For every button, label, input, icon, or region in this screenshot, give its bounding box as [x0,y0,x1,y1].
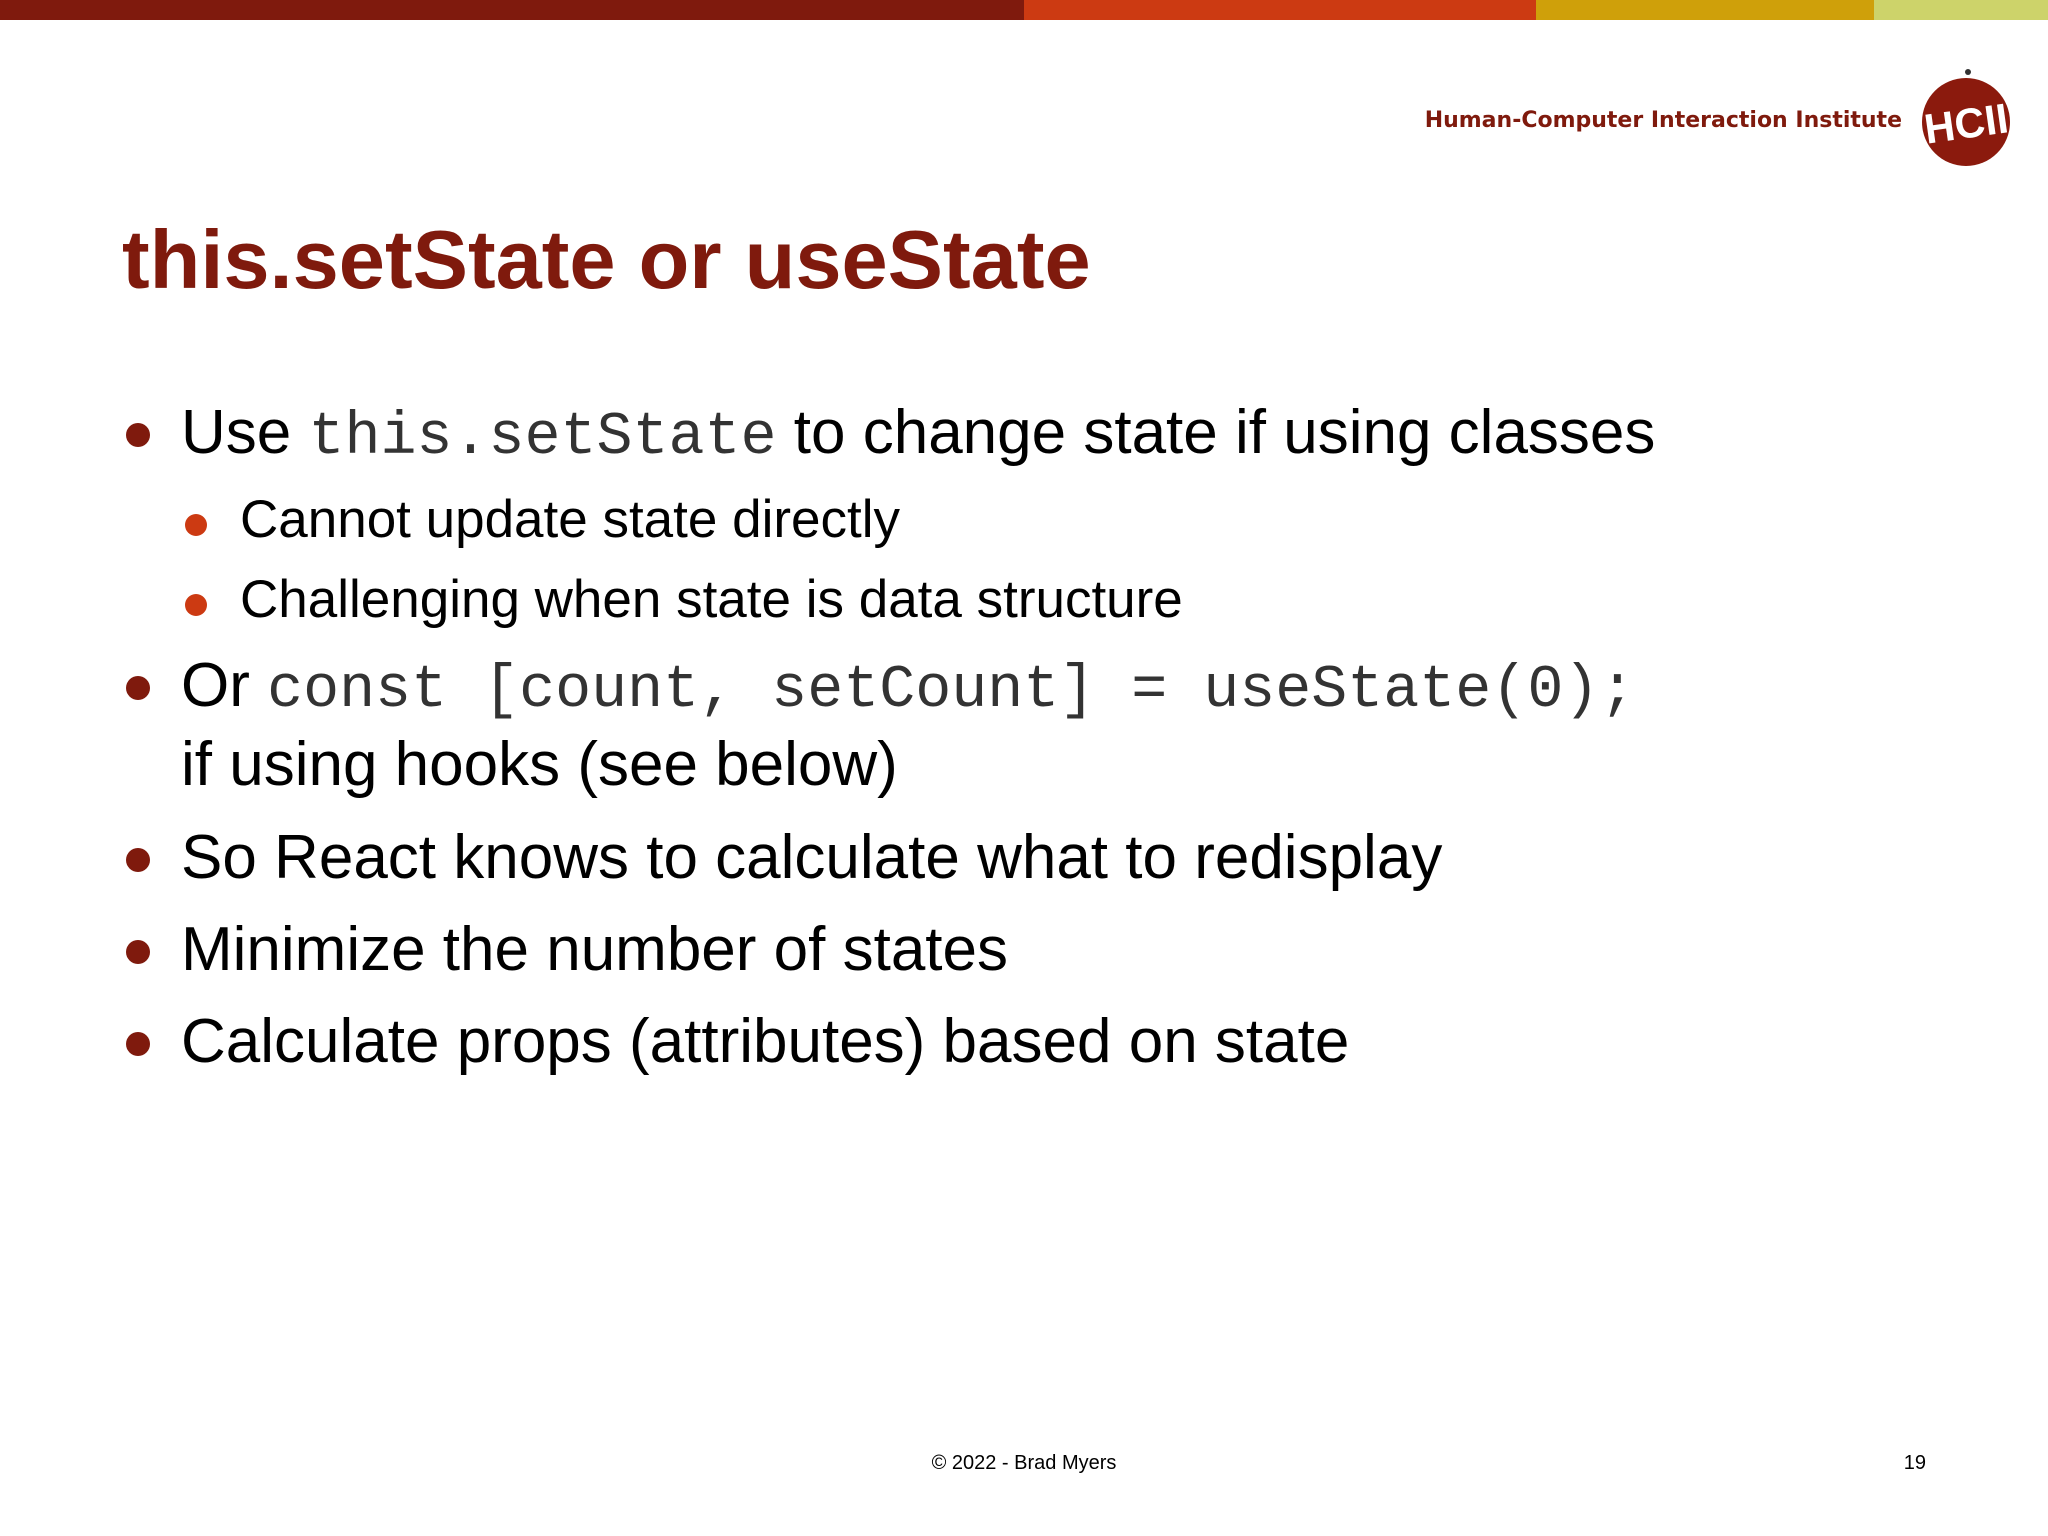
top-color-bar [0,0,2048,20]
logo-text: Human-Computer Interaction Institute [1424,108,1902,133]
bullet-dot [126,423,150,447]
bullet-item [181,398,1655,473]
bullet-item: Minimize the number of states [181,915,1009,984]
logo-mark: HCII [1921,94,2012,153]
bar-dark-red [0,0,1024,20]
bullet-dot [126,940,150,964]
bullet-text: to change state if using classes [776,398,1656,467]
bullet-text: Use [181,398,309,467]
hcii-logo [1424,30,2030,153]
bullet-item: Calculate props (attributes) based on state [181,1007,1350,1076]
hcii-logo-icon [1916,66,2016,166]
bullet-item [181,651,1635,726]
sub-bullet-item: Cannot update state directly [240,490,900,549]
bar-gold [1536,0,1874,20]
slide-title: this.setState or useState [122,213,1091,306]
bar-yellow-green [1874,0,2048,20]
bullet-dot [126,676,150,700]
bullet-text: Or [181,651,268,720]
sub-bullet-dot [185,514,207,536]
footer-copyright: © 2022 - Brad Myers [931,1452,1117,1474]
bullet-dot [126,1032,150,1056]
code-snippet: const [count, setCount] = useState(0); [267,657,1636,725]
page-number: 19 [1903,1452,1926,1474]
bullet-item: So React knows to calculate what to redisplay [181,823,1443,892]
code-snippet: this.setState [308,404,777,472]
sub-bullet-dot [185,594,207,616]
sub-bullet-item: Challenging when state is data structure [240,570,1183,629]
bar-orange [1024,0,1536,20]
bullet-dot [126,848,150,872]
bullet-continuation: if using hooks (see below) [181,730,898,799]
